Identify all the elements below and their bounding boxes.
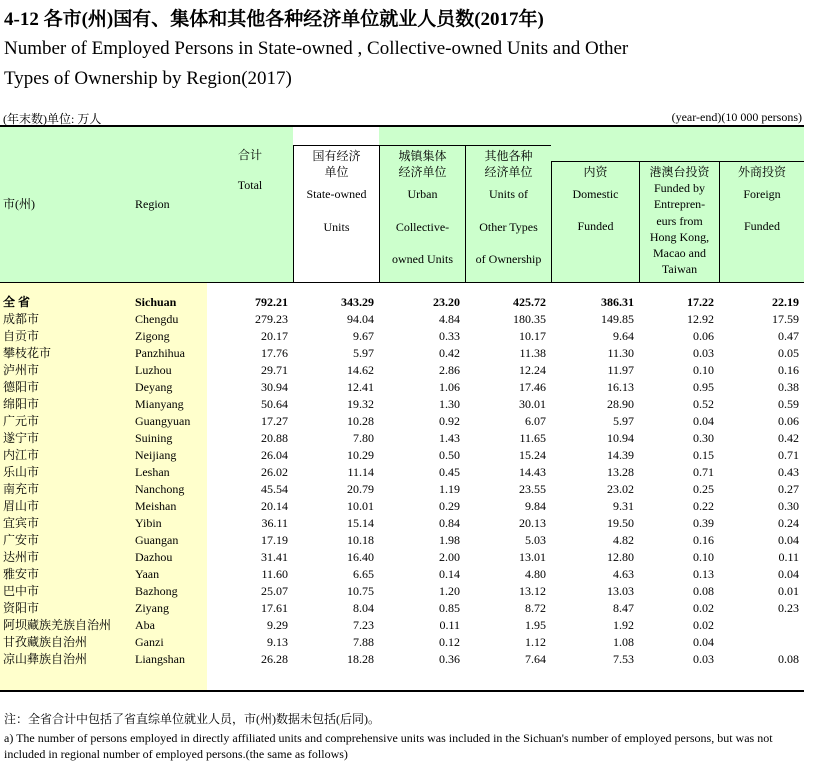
value-hmt: 12.92 xyxy=(687,312,714,326)
region-name-cn: 巴中市 xyxy=(0,583,135,600)
value-state: 7.88 xyxy=(353,635,374,649)
value-domestic: 386.31 xyxy=(601,295,634,309)
note-en: a) The number of persons employed in directly affiliated units and comprehensive units was included in the Sichuan's number of employed persons, but was not included in regional number of employed persons.(the same as follows) xyxy=(4,731,773,761)
value-domestic: 9.31 xyxy=(613,499,634,513)
value-foreign: 17.59 xyxy=(772,312,799,326)
value-domestic: 8.47 xyxy=(613,601,634,615)
value-other: 13.12 xyxy=(519,584,546,598)
value-foreign: 0.04 xyxy=(778,533,799,547)
unit-label-cn: (年末数)单位: 万人 xyxy=(3,112,102,126)
value-total: 30.94 xyxy=(261,380,288,394)
value-domestic: 1.08 xyxy=(613,635,634,649)
value-urban: 1.20 xyxy=(439,584,460,598)
header-other-types: 其他各种 经济单位 Units of Other Types of Ownership xyxy=(465,126,551,283)
value-total: 17.27 xyxy=(261,414,288,428)
value-total: 9.13 xyxy=(267,635,288,649)
value-state: 8.04 xyxy=(353,601,374,615)
value-urban: 0.84 xyxy=(439,516,460,530)
page-title-en-line1: Number of Employed Persons in State-owned , Collective-owned Units and Other xyxy=(4,38,629,59)
value-foreign: 0.47 xyxy=(778,329,799,343)
value-state: 10.01 xyxy=(347,499,374,513)
region-name-cn: 内江市 xyxy=(0,447,135,464)
value-state: 10.29 xyxy=(347,448,374,462)
value-hmt: 0.02 xyxy=(693,618,714,632)
value-hmt: 0.95 xyxy=(693,380,714,394)
table-row xyxy=(0,498,804,515)
value-urban: 4.84 xyxy=(439,312,460,326)
value-domestic: 14.39 xyxy=(607,448,634,462)
value-foreign: 0.05 xyxy=(778,346,799,360)
value-urban: 0.11 xyxy=(439,618,460,632)
table-row xyxy=(0,362,804,379)
value-foreign: 0.38 xyxy=(778,380,799,394)
table-row xyxy=(0,345,804,362)
value-foreign: 0.71 xyxy=(778,448,799,462)
value-domestic: 23.02 xyxy=(607,482,634,496)
value-domestic: 4.63 xyxy=(613,567,634,581)
region-name-en: Ziyang xyxy=(135,600,207,617)
region-name-en: Panzhihua xyxy=(135,345,207,362)
value-state: 10.75 xyxy=(347,584,374,598)
value-total: 792.21 xyxy=(255,295,288,309)
value-total: 9.29 xyxy=(267,618,288,632)
value-state: 19.32 xyxy=(347,397,374,411)
region-name-en: Guangyuan xyxy=(135,413,207,430)
table-row xyxy=(0,566,804,583)
header-city: 市(州) xyxy=(0,126,135,283)
region-name-en: Sichuan xyxy=(135,294,207,311)
value-foreign: 0.24 xyxy=(778,516,799,530)
region-name-en: Zigong xyxy=(135,328,207,345)
value-urban: 1.19 xyxy=(439,482,460,496)
region-name-en: Luzhou xyxy=(135,362,207,379)
value-state: 18.28 xyxy=(347,652,374,666)
value-foreign: 22.19 xyxy=(772,295,799,309)
value-urban: 0.85 xyxy=(439,601,460,615)
value-total: 29.71 xyxy=(261,363,288,377)
value-state: 343.29 xyxy=(341,295,374,309)
value-domestic: 1.92 xyxy=(613,618,634,632)
value-hmt: 0.22 xyxy=(693,499,714,513)
table-row xyxy=(0,396,804,413)
value-total: 45.54 xyxy=(261,482,288,496)
region-name-en: Aba xyxy=(135,617,207,634)
value-other: 23.55 xyxy=(519,482,546,496)
header-total: 合计 Total xyxy=(207,126,293,283)
value-other: 12.24 xyxy=(519,363,546,377)
value-domestic: 11.97 xyxy=(607,363,634,377)
region-name-cn: 攀枝花市 xyxy=(0,345,135,362)
value-total: 50.64 xyxy=(261,397,288,411)
value-foreign: 0.16 xyxy=(778,363,799,377)
value-other: 10.17 xyxy=(519,329,546,343)
value-state: 14.62 xyxy=(347,363,374,377)
region-name-cn: 乐山市 xyxy=(0,464,135,481)
region-name-cn: 德阳市 xyxy=(0,379,135,396)
value-urban: 23.20 xyxy=(433,295,460,309)
region-name-cn: 雅安市 xyxy=(0,566,135,583)
value-other: 11.65 xyxy=(519,431,546,445)
value-urban: 2.00 xyxy=(439,550,460,564)
value-hmt: 0.10 xyxy=(693,363,714,377)
value-hmt: 0.52 xyxy=(693,397,714,411)
table-row xyxy=(0,430,804,447)
value-total: 26.04 xyxy=(261,448,288,462)
value-foreign: 0.11 xyxy=(778,550,799,564)
value-foreign: 0.42 xyxy=(778,431,799,445)
table-row xyxy=(0,583,804,600)
header-domestic: 内资 Domestic Funded xyxy=(551,126,639,283)
value-total: 11.60 xyxy=(261,567,288,581)
value-urban: 2.86 xyxy=(439,363,460,377)
value-other: 9.84 xyxy=(525,499,546,513)
value-total: 20.14 xyxy=(261,499,288,513)
value-foreign: 0.08 xyxy=(778,652,799,666)
value-total: 26.02 xyxy=(261,465,288,479)
value-other: 13.01 xyxy=(519,550,546,564)
value-state: 20.79 xyxy=(347,482,374,496)
value-urban: 0.50 xyxy=(439,448,460,462)
region-name-cn: 宜宾市 xyxy=(0,515,135,532)
header-region: Region xyxy=(135,126,207,283)
table-spacer xyxy=(0,283,804,295)
table-row xyxy=(0,600,804,617)
page-title: 4-12 各市(州)国有、集体和其他各种经济单位就业人员数(2017年) xyxy=(4,9,544,30)
region-name-cn: 南充市 xyxy=(0,481,135,498)
value-hmt: 0.02 xyxy=(693,601,714,615)
value-urban: 0.45 xyxy=(439,465,460,479)
note-cn: 注：全省合计中包括了省直综单位就业人员，市(州)数据未包括(后同)。 xyxy=(4,712,380,726)
value-other: 180.35 xyxy=(513,312,546,326)
region-name-en: Nanchong xyxy=(135,481,207,498)
value-foreign xyxy=(719,634,804,651)
value-hmt: 17.22 xyxy=(687,295,714,309)
region-name-en: Meishan xyxy=(135,498,207,515)
value-urban: 1.43 xyxy=(439,431,460,445)
value-state: 94.04 xyxy=(347,312,374,326)
value-urban: 0.42 xyxy=(439,346,460,360)
region-name-en: Liangshan xyxy=(135,651,207,668)
region-name-cn: 甘孜藏族自治州 xyxy=(0,634,135,651)
unit-label-en: (year-end)(10 000 persons) xyxy=(671,110,802,124)
value-urban: 0.12 xyxy=(439,635,460,649)
value-hmt: 0.10 xyxy=(693,550,714,564)
header-hk-macao-taiwan: 港澳台投资 Funded by Entrepren- eurs from Hong Kong, Macao and Taiwan xyxy=(639,126,719,283)
value-urban: 0.33 xyxy=(439,329,460,343)
value-state: 7.80 xyxy=(353,431,374,445)
region-name-cn: 绵阳市 xyxy=(0,396,135,413)
value-hmt: 0.25 xyxy=(693,482,714,496)
value-other: 1.12 xyxy=(525,635,546,649)
employment-table xyxy=(0,125,804,692)
value-total: 279.23 xyxy=(255,312,288,326)
region-name-en: Yibin xyxy=(135,515,207,532)
value-state: 12.41 xyxy=(347,380,374,394)
table-row xyxy=(0,379,804,396)
value-state: 15.14 xyxy=(347,516,374,530)
value-hmt: 0.71 xyxy=(693,465,714,479)
table-row xyxy=(0,634,804,651)
value-domestic: 149.85 xyxy=(601,312,634,326)
value-other: 11.38 xyxy=(519,346,546,360)
value-domestic: 5.97 xyxy=(613,414,634,428)
value-other: 15.24 xyxy=(519,448,546,462)
value-urban: 0.36 xyxy=(439,652,460,666)
region-name-cn: 遂宁市 xyxy=(0,430,135,447)
value-domestic: 19.50 xyxy=(607,516,634,530)
value-total: 17.61 xyxy=(261,601,288,615)
region-name-en: Guangan xyxy=(135,532,207,549)
value-urban: 1.06 xyxy=(439,380,460,394)
value-domestic: 13.03 xyxy=(607,584,634,598)
value-hmt: 0.15 xyxy=(693,448,714,462)
value-urban: 0.92 xyxy=(439,414,460,428)
value-state: 6.65 xyxy=(353,567,374,581)
table-row xyxy=(0,447,804,464)
region-name-en: Leshan xyxy=(135,464,207,481)
region-name-cn: 资阳市 xyxy=(0,600,135,617)
value-hmt: 0.04 xyxy=(693,635,714,649)
table-row xyxy=(0,532,804,549)
value-foreign: 0.04 xyxy=(778,567,799,581)
value-hmt: 0.06 xyxy=(693,329,714,343)
value-total: 20.17 xyxy=(261,329,288,343)
region-name-en: Chengdu xyxy=(135,311,207,328)
value-state: 10.28 xyxy=(347,414,374,428)
value-domestic: 9.64 xyxy=(613,329,634,343)
value-foreign: 0.06 xyxy=(778,414,799,428)
value-hmt: 0.03 xyxy=(693,346,714,360)
value-hmt: 0.03 xyxy=(693,652,714,666)
value-state: 7.23 xyxy=(353,618,374,632)
value-state: 11.14 xyxy=(347,465,374,479)
value-hmt: 0.30 xyxy=(693,431,714,445)
region-name-cn: 达州市 xyxy=(0,549,135,566)
value-other: 4.80 xyxy=(525,567,546,581)
table-row xyxy=(0,651,804,668)
value-domestic: 10.94 xyxy=(607,431,634,445)
value-domestic: 16.13 xyxy=(607,380,634,394)
value-state: 10.18 xyxy=(347,533,374,547)
value-total: 31.41 xyxy=(261,550,288,564)
region-name-cn: 眉山市 xyxy=(0,498,135,515)
value-state: 9.67 xyxy=(353,329,374,343)
value-other: 6.07 xyxy=(525,414,546,428)
table-row xyxy=(0,549,804,566)
value-hmt: 0.08 xyxy=(693,584,714,598)
value-total: 20.88 xyxy=(261,431,288,445)
value-urban: 1.30 xyxy=(439,397,460,411)
table-row xyxy=(0,328,804,345)
value-other: 8.72 xyxy=(525,601,546,615)
value-foreign: 0.43 xyxy=(778,465,799,479)
region-name-en: Dazhou xyxy=(135,549,207,566)
value-other: 14.43 xyxy=(519,465,546,479)
value-urban: 0.14 xyxy=(439,567,460,581)
value-domestic: 11.30 xyxy=(607,346,634,360)
region-name-cn: 成都市 xyxy=(0,311,135,328)
value-urban: 1.98 xyxy=(439,533,460,547)
value-other: 20.13 xyxy=(519,516,546,530)
table-row xyxy=(0,311,804,328)
table-body xyxy=(0,294,804,668)
value-other: 7.64 xyxy=(525,652,546,666)
table-row xyxy=(0,617,804,634)
header-foreign: 外商投资 Foreign Funded xyxy=(719,126,804,283)
table-row xyxy=(0,481,804,498)
value-hmt: 0.16 xyxy=(693,533,714,547)
table-row xyxy=(0,515,804,532)
value-total: 17.76 xyxy=(261,346,288,360)
value-domestic: 13.28 xyxy=(607,465,634,479)
value-total: 17.19 xyxy=(261,533,288,547)
value-other: 1.95 xyxy=(525,618,546,632)
value-other: 17.46 xyxy=(519,380,546,394)
value-foreign: 0.59 xyxy=(778,397,799,411)
region-name-cn: 全 省 xyxy=(0,294,135,311)
value-other: 30.01 xyxy=(519,397,546,411)
table-bottom-spacer xyxy=(0,668,804,691)
value-urban: 0.29 xyxy=(439,499,460,513)
header-state-owned: 国有经济 单位 State-owned Units xyxy=(293,126,379,283)
region-name-cn: 泸州市 xyxy=(0,362,135,379)
region-name-en: Ganzi xyxy=(135,634,207,651)
region-name-en: Bazhong xyxy=(135,583,207,600)
value-state: 5.97 xyxy=(353,346,374,360)
table-header-row xyxy=(0,126,804,283)
table-row xyxy=(0,413,804,430)
value-domestic: 28.90 xyxy=(607,397,634,411)
value-total: 26.28 xyxy=(261,652,288,666)
region-name-cn: 凉山彝族自治州 xyxy=(0,651,135,668)
header-urban-collective: 城镇集体 经济单位 Urban Collective- owned Units xyxy=(379,126,465,283)
region-name-en: Mianyang xyxy=(135,396,207,413)
value-foreign: 0.01 xyxy=(778,584,799,598)
value-hmt: 0.39 xyxy=(693,516,714,530)
region-name-cn: 阿坝藏族羌族自治州 xyxy=(0,617,135,634)
region-name-en: Yaan xyxy=(135,566,207,583)
value-other: 425.72 xyxy=(513,295,546,309)
value-domestic: 4.82 xyxy=(613,533,634,547)
value-total: 36.11 xyxy=(261,516,288,530)
region-name-cn: 广元市 xyxy=(0,413,135,430)
value-foreign: 0.23 xyxy=(778,601,799,615)
value-state: 16.40 xyxy=(347,550,374,564)
region-name-cn: 广安市 xyxy=(0,532,135,549)
value-hmt: 0.04 xyxy=(693,414,714,428)
table-row xyxy=(0,464,804,481)
value-foreign: 0.27 xyxy=(778,482,799,496)
value-foreign xyxy=(719,617,804,634)
region-name-en: Suining xyxy=(135,430,207,447)
value-total: 25.07 xyxy=(261,584,288,598)
value-domestic: 12.80 xyxy=(607,550,634,564)
page-title-en-line2: Types of Ownership by Region(2017) xyxy=(4,68,292,89)
table-row-total xyxy=(0,294,804,311)
region-name-en: Neijiang xyxy=(135,447,207,464)
employment-table-wrapper xyxy=(0,125,804,692)
value-domestic: 7.53 xyxy=(613,652,634,666)
region-name-en: Deyang xyxy=(135,379,207,396)
region-name-cn: 自贡市 xyxy=(0,328,135,345)
value-other: 5.03 xyxy=(525,533,546,547)
value-hmt: 0.13 xyxy=(693,567,714,581)
value-foreign: 0.30 xyxy=(778,499,799,513)
